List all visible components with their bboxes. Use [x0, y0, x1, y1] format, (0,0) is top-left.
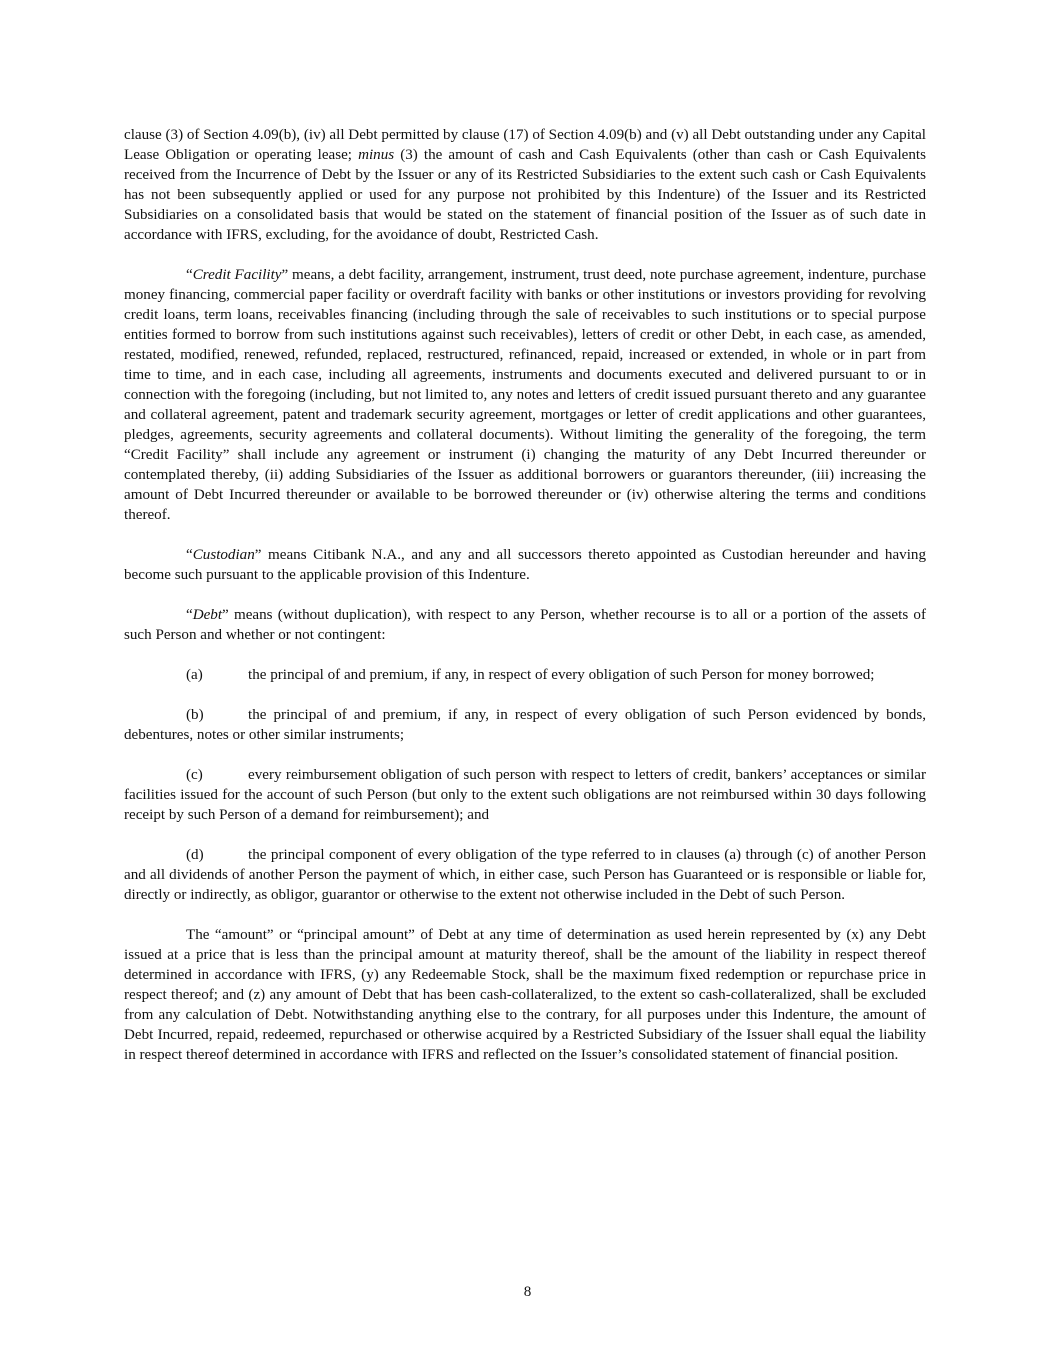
list-item: (b) the principal of and premium, if any, in respect of every obligation of such Person evidenced by bonds, debentures, notes or other similar instruments; [124, 707, 926, 743]
list-item: (d) the principal component of every obligation of the type referred to in clauses (a) through (c) of another Person and all dividends of another Person the payment of which, in either case, such Person has Guaranteed or is responsible or liable for, directly or indirectly, as obligor, guarantor or otherwise to the extent not otherwise included in the Debt of such Person. [124, 847, 926, 903]
definition-debt: “Debt” means (without duplication), with respect to any Person, whether recourse is to all or a portion of the assets of such Person and whether or not contingent: [124, 607, 926, 643]
definition-credit-facility: “Credit Facility” means, a debt facility, arrangement, instrument, trust deed, note purchase agreement, indenture, purchase money financing, commercial paper facility or overdraft facility with banks or other institutions or investors providing for revolving credit loans, term loans, receivables financing (including through the sale of receivables to such institutions or to special purpose entities formed to borrow from such institutions against such receivables), letters of credit or other Debt, in each case, as amended, restated, modified, renewed, refunded, replaced, restructured, refinanced, repaid, increased or extended, in whole or in part from time to time, and in each case, including all agreements, instruments and documents executed and delivered pursuant to or in connection with the foregoing (including, but not limited to, any notes and letters of credit issued pursuant thereto and any guarantee and collateral agreement, patent and trademark security agreement, mortgages or letter of credit applications and other guarantees, pledges, agreements, security agreements and collateral documents). Without limiting the generality of the foregoing, the term “Credit Facility” shall include any agreement or instrument (i) changing the maturity of any Debt Incurred thereunder or contemplated thereby, (ii) adding Subsidiaries of the Issuer as additional borrowers or guarantors thereunder, (iii) increasing the amount of Debt Incurred thereunder or available to be borrowed thereunder or (iv) otherwise altering the terms and conditions thereof. [124, 267, 926, 523]
list-item: (c) every reimbursement obligation of such person with respect to letters of credit, bankers’ acceptances or similar facilities issued for the account of such Person (but only to the extent such obligations are not reimbursed within 30 days following receipt by such Person of a demand for reimbursement); and [124, 767, 926, 823]
paragraph-amount-of-debt: The “amount” or “principal amount” of Debt at any time of determination as used herein represented by (x) any Debt issued at a price that is less than the principal amount at maturity thereof, shall be the amount of the liability in respect thereof determined in accordance with IFRS, (y) any Redeemable Stock, shall be the maximum fixed redemption or repurchase price in respect thereof; and (z) any amount of Debt that has been cash-collateralized, to the extent so cash-collateralized, shall be excluded from any calculation of Debt. Notwithstanding anything else to the contrary, for all purposes under this Indenture, the amount of Debt Incurred, repaid, redeemed, repurchased or otherwise acquired by a Restricted Subsidiary of the Issuer shall equal the liability in respect thereof determined in accordance with IFRS and reflected on the Issuer’s consolidated statement of financial position. [124, 927, 926, 1063]
list-item: (a) the principal of and premium, if any, in respect of every obligation of such Person for money borrowed; [186, 667, 875, 683]
document-body [124, 125, 926, 1065]
definition-custodian: “Custodian” means Citibank N.A., and any and all successors thereto appointed as Custodian hereunder and having become such pursuant to the applicable provision of this Indenture. [124, 547, 926, 583]
page-number: 8 [523, 1284, 532, 1300]
paragraph-cash-equivalents: clause (3) of Section 4.09(b), (iv) all Debt permitted by clause (17) of Section 4.09(b) and (v) all Debt outstanding under any Capital Lease Obligation or operating lease; minus (3) the amount of cash and Cash Equivalents (other than cash or Cash Equivalents received from the Incurrence of Debt by the Issuer or any of its Restricted Subsidiaries to the extent such cash or Cash Equivalents has not been subsequently applied or used for any purpose not prohibited by this Indenture) of the Issuer and its Restricted Subsidiaries on a consolidated basis that would be stated on the statement of financial position of the Issuer as of such date in accordance with IFRS, excluding, for the avoidance of doubt, Restricted Cash. [124, 127, 926, 243]
defined-term: Credit Facility [192, 267, 282, 283]
defined-term: Debt [192, 607, 223, 623]
defined-term: Custodian [192, 547, 255, 563]
